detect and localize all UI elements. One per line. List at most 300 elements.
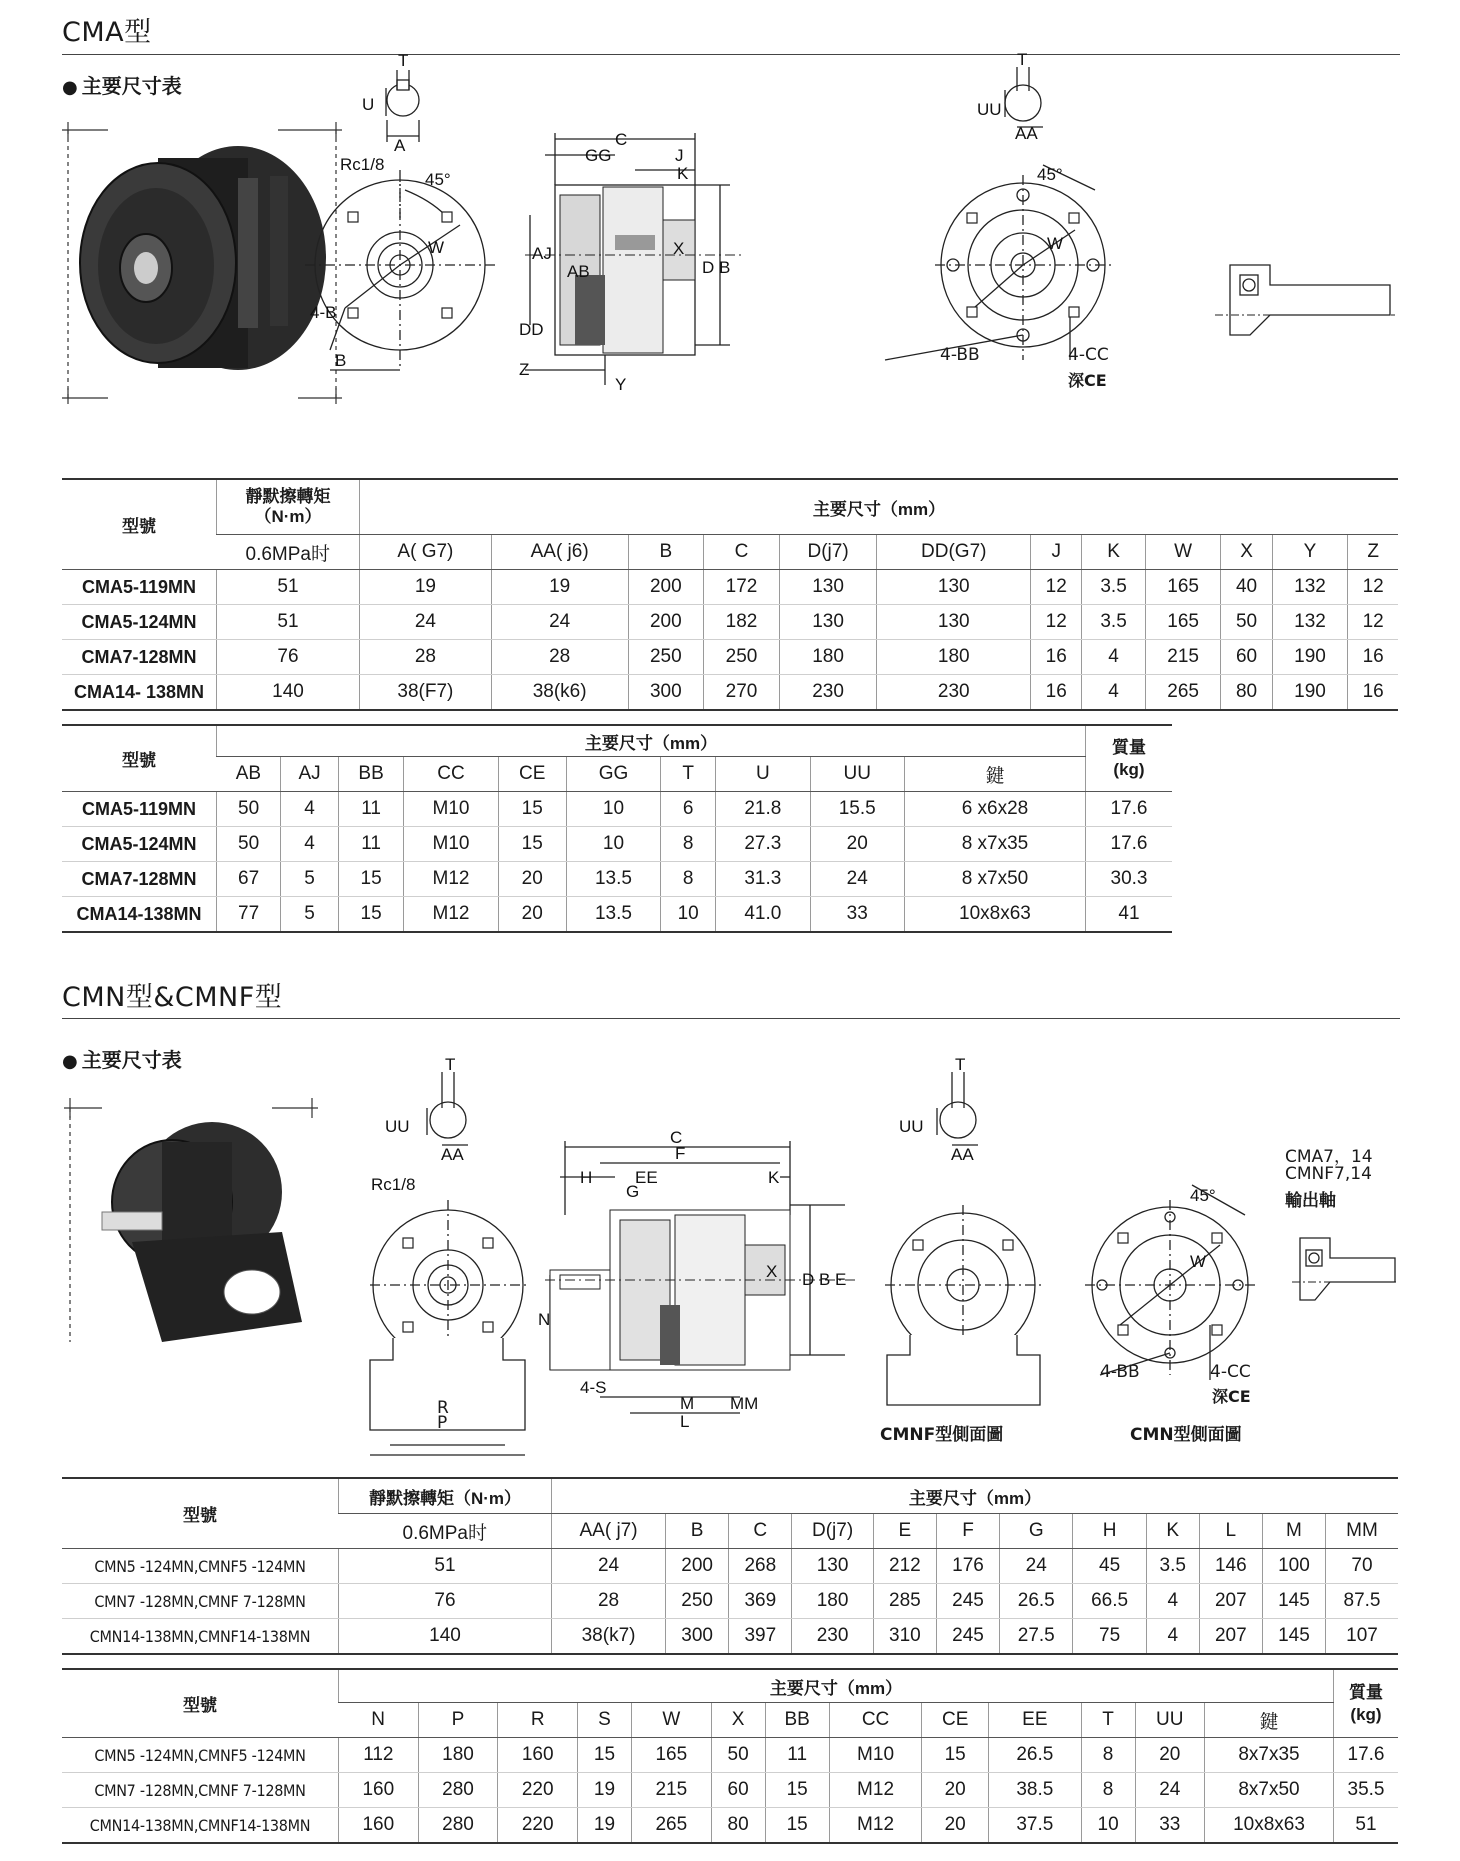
cmn-label-f: F [675, 1144, 686, 1163]
cmn-subtitle [62, 1044, 182, 1073]
t4-cell: M12 [829, 1808, 922, 1844]
bullet-icon: ● [62, 77, 78, 98]
t2-cell: M10 [404, 827, 498, 862]
t1-col: A( G7) [360, 535, 492, 570]
t3-cell: 24 [552, 1549, 666, 1584]
t2-column-header-row [62, 757, 1172, 792]
cmn-label-4s: 4-S [580, 1378, 607, 1397]
t2-cell: 31.3 [716, 862, 810, 897]
t1-cell: 12 [1031, 605, 1082, 640]
t4-cell: 10 [1081, 1808, 1135, 1844]
t2-col: CC [404, 757, 498, 792]
cmn-label-aa: AA [441, 1145, 464, 1164]
cmn-output-shaft-drawing [1290, 1230, 1400, 1310]
t2-col: T [661, 757, 716, 792]
cmn-front-view-drawing [365, 1055, 545, 1400]
t3-cell: 146 [1199, 1549, 1262, 1584]
t2-cell: 4 [281, 792, 339, 827]
t3-cell: 200 [666, 1549, 729, 1584]
cmn-dimension-table-1 [62, 1477, 1398, 1655]
cma-label-dd: DD [519, 320, 544, 339]
t1-col: C [704, 535, 780, 570]
t3-cell: 245 [936, 1619, 999, 1655]
t3-cell: 66.5 [1073, 1584, 1146, 1619]
t1-cell: 130 [779, 605, 877, 640]
t4-col: P [418, 1703, 498, 1738]
t4-cell: 15 [765, 1808, 829, 1844]
t4-cell: 220 [498, 1773, 578, 1808]
t4-model: CMN5 -124MN,CMNF5 -124MN [62, 1738, 339, 1773]
cmnf-label-aa: AA [951, 1145, 974, 1164]
t2-cell: 27.3 [716, 827, 810, 862]
t4-col: 鍵 [1205, 1703, 1334, 1738]
cmn-subtitle-text: 主要尺寸表 [81, 1048, 182, 1072]
t1-cell: 165 [1145, 605, 1221, 640]
cmn-section-view-drawing [538, 1128, 860, 1435]
t1-col: B [628, 535, 704, 570]
t1-cell: 16 [1031, 640, 1082, 675]
t4-cell: 8 [1081, 1738, 1135, 1773]
t3-col: F [936, 1514, 999, 1549]
cmn-side-view-caption: CMN型側面圖 [1130, 1425, 1242, 1445]
t3-cell: 176 [936, 1549, 999, 1584]
t1-col: J [1031, 535, 1082, 570]
cmn-label-g: G [626, 1182, 640, 1201]
t3-h-pressure: 0.6MPa时 [339, 1514, 552, 1549]
t1-col: K [1082, 535, 1145, 570]
t2-cell: 6 x6x28 [904, 792, 1085, 827]
t2-cell: 5 [281, 897, 339, 933]
t2-cell: 10x8x63 [904, 897, 1085, 933]
t1-cell: 230 [877, 675, 1031, 711]
t1-torque: 51 [217, 605, 360, 640]
cma-label-u: U [362, 95, 375, 114]
cmn-dimension-table-2 [62, 1668, 1398, 1844]
t1-cell: 172 [704, 570, 780, 605]
t4-cell: 215 [631, 1773, 711, 1808]
t4-col: EE [989, 1703, 1082, 1738]
cmn-label-t: T [445, 1055, 456, 1074]
cmn-side-label-45: 45° [1190, 1186, 1216, 1205]
t2-cell: 13.5 [566, 862, 660, 897]
t2-model: CMA7-128MN [62, 862, 217, 897]
cma-label-z: Z [519, 360, 530, 379]
t1-cell: 250 [704, 640, 780, 675]
cma-label-aj: AJ [532, 244, 552, 263]
t3-cell: 180 [792, 1584, 873, 1619]
t2-cell: 4 [281, 827, 339, 862]
t3-cell: 369 [729, 1584, 792, 1619]
t2-cell: 50 [217, 792, 281, 827]
cma-shaft-detail-drawing [1210, 255, 1400, 345]
t3-col: K [1146, 1514, 1199, 1549]
t1-cell: 132 [1272, 570, 1348, 605]
cmn-section-title: CMN型&CMNF型 [62, 982, 283, 1013]
t1-cell: 12 [1031, 570, 1082, 605]
t3-h-model: 型號 [62, 1478, 339, 1549]
t2-cell: 15 [498, 827, 566, 862]
t3-h-torque: 靜默擦轉矩（N·m） [339, 1478, 552, 1514]
t2-col: AJ [281, 757, 339, 792]
t3-cell: 4 [1146, 1619, 1199, 1655]
t4-cell: 37.5 [989, 1808, 1082, 1844]
t4-cell: M10 [829, 1738, 922, 1773]
t4-col: S [578, 1703, 632, 1738]
t2-cell: 11 [338, 792, 403, 827]
table-row [62, 570, 1398, 605]
cma-dimension-table-2 [62, 724, 1172, 933]
t4-cell: 33 [1135, 1808, 1204, 1844]
t3-col: AA( j7) [552, 1514, 666, 1549]
cma-front-view-drawing [300, 50, 500, 390]
t1-model: CMA7-128MN [62, 640, 217, 675]
t2-cell: 8 x7x50 [904, 862, 1085, 897]
t1-cell: 130 [779, 570, 877, 605]
t1-h-main: 主要尺寸（mm） [360, 479, 1399, 535]
t4-cell: 265 [631, 1808, 711, 1844]
t1-cell: 180 [877, 640, 1031, 675]
t2-cell: M12 [404, 897, 498, 933]
t4-cell: 160 [339, 1808, 419, 1844]
t4-h-mass [1334, 1669, 1399, 1738]
t1-cell: 180 [779, 640, 877, 675]
t1-col: Z [1348, 535, 1398, 570]
t4-col: UU [1135, 1703, 1204, 1738]
t1-cell: 230 [779, 675, 877, 711]
t4-col: X [711, 1703, 765, 1738]
cma-label-x: X [673, 239, 685, 258]
cmn-label-4bb: 4-BB [1100, 1362, 1140, 1382]
t1-cell: 250 [628, 640, 704, 675]
t3-cell: 397 [729, 1619, 792, 1655]
t2-cell: 20 [498, 862, 566, 897]
t3-col: MM [1326, 1514, 1399, 1549]
cmn-label-l: L [680, 1412, 690, 1431]
t1-cell: 200 [628, 605, 704, 640]
cma-section-title: CMA型 [62, 17, 152, 48]
t2-model: CMA14-138MN [62, 897, 217, 933]
t3-torque: 76 [339, 1584, 552, 1619]
cma-label-4b: 4-B [310, 303, 337, 322]
t1-cell: 3.5 [1082, 605, 1145, 640]
table-row [62, 675, 1398, 711]
t2-cell: 10 [566, 792, 660, 827]
cmn-product-photo [62, 1092, 322, 1352]
t2-cell: 20 [498, 897, 566, 933]
t1-cell: 24 [491, 605, 628, 640]
t2-h-main: 主要尺寸（mm） [217, 725, 1086, 757]
t2-h-mass-label: 質量 [1112, 737, 1146, 757]
cma-subtitle [62, 70, 182, 99]
t1-col: DD(G7) [877, 535, 1031, 570]
t3-model: CMN5 -124MN,CMNF5 -124MN [62, 1549, 339, 1584]
cma-label-aa: AA [1015, 124, 1038, 143]
t2-mass: 30.3 [1086, 862, 1173, 897]
t2-cell: 15 [338, 862, 403, 897]
t1-model: CMA5-119MN [62, 570, 217, 605]
table-row [62, 827, 1172, 862]
cmn-label-c: C [670, 1128, 683, 1147]
t4-mass: 51 [1334, 1808, 1399, 1844]
t2-col: U [716, 757, 810, 792]
t2-cell: 50 [217, 827, 281, 862]
t4-col: CC [829, 1703, 922, 1738]
t4-cell: 180 [418, 1738, 498, 1773]
cma-label-k: K [677, 164, 689, 183]
t1-col: Y [1272, 535, 1348, 570]
t1-cell: 132 [1272, 605, 1348, 640]
cma-label-45: 45° [425, 170, 451, 189]
t1-cell: 215 [1145, 640, 1221, 675]
t4-cell: M12 [829, 1773, 922, 1808]
cma-label-b: B [335, 351, 347, 370]
table-row [62, 1808, 1398, 1844]
t2-cell: 8 [661, 862, 716, 897]
t2-cell: 15.5 [810, 792, 904, 827]
t3-cell: 245 [936, 1584, 999, 1619]
t3-cell: 145 [1262, 1619, 1325, 1655]
t4-cell: 280 [418, 1773, 498, 1808]
cma-label-gg: GG [585, 146, 612, 165]
t1-torque: 140 [217, 675, 360, 711]
t3-cell: 38(k7) [552, 1619, 666, 1655]
t2-cell: 8 [661, 827, 716, 862]
t1-cell: 4 [1082, 640, 1145, 675]
cma-rear-view-drawing [925, 50, 1145, 395]
t2-cell: 24 [810, 862, 904, 897]
t4-cell: 112 [339, 1738, 419, 1773]
t4-cell: 10x8x63 [1205, 1808, 1334, 1844]
cma-label-j: J [675, 146, 684, 165]
t4-mass: 17.6 [1334, 1738, 1399, 1773]
t4-cell: 8 [1081, 1773, 1135, 1808]
t1-cell: 38(F7) [360, 675, 492, 711]
t3-cell: 26.5 [1000, 1584, 1073, 1619]
t1-cell: 38(k6) [491, 675, 628, 711]
t2-cell: 20 [810, 827, 904, 862]
cmn-label-r: R [437, 1398, 449, 1418]
t3-col: D(j7) [792, 1514, 873, 1549]
t2-mass: 17.6 [1086, 792, 1173, 827]
t1-cell: 265 [1145, 675, 1221, 711]
t2-cell: M10 [404, 792, 498, 827]
t1-h-pressure: 0.6MPa时 [217, 535, 360, 570]
t1-cell: 4 [1082, 675, 1145, 711]
t4-cell: 19 [578, 1773, 632, 1808]
t2-col: AB [217, 757, 281, 792]
t1-cell: 16 [1348, 640, 1398, 675]
cma-label-45-2: 45° [1037, 165, 1063, 184]
cma-label-a: A [394, 136, 406, 155]
t2-col: GG [566, 757, 660, 792]
table-row [62, 862, 1172, 897]
t1-cell: 130 [877, 570, 1031, 605]
t2-cell: 11 [338, 827, 403, 862]
cma-label-w: W [428, 238, 445, 257]
t1-h-torque-label: 靜默擦轉矩 [245, 487, 331, 506]
cma-label-t: T [398, 51, 409, 70]
cma-label-t2: T [1017, 50, 1028, 69]
t1-cell: 200 [628, 570, 704, 605]
cma-label-c: C [615, 130, 628, 149]
cmn-label-mm: MM [730, 1394, 759, 1413]
t4-h-main: 主要尺寸（mm） [339, 1669, 1334, 1703]
t4-cell: 160 [339, 1773, 419, 1808]
t1-cell: 12 [1348, 570, 1398, 605]
t3-cell: 230 [792, 1619, 873, 1655]
t3-cell: 207 [1199, 1584, 1262, 1619]
t1-model: CMA5-124MN [62, 605, 217, 640]
t3-h-main: 主要尺寸（mm） [552, 1478, 1399, 1514]
t4-cell: 80 [711, 1808, 765, 1844]
t3-cell: 250 [666, 1584, 729, 1619]
t1-cell: 28 [491, 640, 628, 675]
t1-cell: 190 [1272, 640, 1348, 675]
t3-col: C [729, 1514, 792, 1549]
cmn-label-n: N [538, 1310, 551, 1329]
cmn-label-4cc: 4-CC [1210, 1362, 1251, 1382]
t2-cell: 13.5 [566, 897, 660, 933]
t3-col: H [1073, 1514, 1146, 1549]
t4-cell: 220 [498, 1808, 578, 1844]
t4-col: R [498, 1703, 578, 1738]
table-row [62, 640, 1398, 675]
t3-cell: 130 [792, 1549, 873, 1584]
t1-cell: 19 [491, 570, 628, 605]
t4-cell: 165 [631, 1738, 711, 1773]
t4-col: N [339, 1703, 419, 1738]
t3-col: M [1262, 1514, 1325, 1549]
t1-cell: 300 [628, 675, 704, 711]
t3-cell: 100 [1262, 1549, 1325, 1584]
cma-label-db: D B [702, 258, 731, 277]
t3-cell: 87.5 [1326, 1584, 1399, 1619]
t4-cell: 20 [922, 1808, 989, 1844]
t2-h-model: 型號 [62, 725, 217, 792]
t1-column-header-row [62, 535, 1398, 570]
t3-cell: 310 [873, 1619, 936, 1655]
t1-col: W [1145, 535, 1221, 570]
cmn-label-uu: UU [385, 1117, 410, 1136]
t4-cell: 8x7x50 [1205, 1773, 1334, 1808]
t3-cell: 285 [873, 1584, 936, 1619]
t2-col: 鍵 [904, 757, 1085, 792]
table-row [62, 605, 1398, 640]
t1-cell: 28 [360, 640, 492, 675]
t3-col: E [873, 1514, 936, 1549]
cma-label-ab: AB [567, 262, 590, 281]
t1-cell: 190 [1272, 675, 1348, 711]
t4-col: T [1081, 1703, 1135, 1738]
table-row [62, 1738, 1398, 1773]
cma-label-uu: UU [977, 100, 1002, 119]
cma-subtitle-text: 主要尺寸表 [81, 74, 182, 98]
cmn-label-m: M [680, 1394, 695, 1413]
cma-title-rule [62, 54, 1400, 55]
t4-model: CMN14-138MN,CMNF14-138MN [62, 1808, 339, 1844]
t3-cell: 24 [1000, 1549, 1073, 1584]
cma-section-view-drawing [515, 125, 755, 395]
t1-cell: 12 [1348, 605, 1398, 640]
t1-cell: 19 [360, 570, 492, 605]
t2-mass: 41 [1086, 897, 1173, 933]
t2-cell: 10 [661, 897, 716, 933]
t4-cell: 50 [711, 1738, 765, 1773]
t2-mass: 17.6 [1086, 827, 1173, 862]
t4-cell: 38.5 [989, 1773, 1082, 1808]
t4-cell: 8x7x35 [1205, 1738, 1334, 1773]
table-row [62, 897, 1172, 933]
t2-col: UU [810, 757, 904, 792]
t3-cell: 300 [666, 1619, 729, 1655]
t3-cell: 70 [1326, 1549, 1399, 1584]
t1-cell: 80 [1221, 675, 1272, 711]
t3-col: L [1199, 1514, 1262, 1549]
table-row [62, 792, 1172, 827]
t2-model: CMA5-124MN [62, 827, 217, 862]
t4-mass: 35.5 [1334, 1773, 1399, 1808]
t3-cell: 107 [1326, 1619, 1399, 1655]
t4-h-mass-unit: (kg) [1350, 1704, 1382, 1724]
t3-torque: 140 [339, 1619, 552, 1655]
cma-label-4cc: 4-CC [1068, 345, 1109, 365]
t3-model: CMN14-138MN,CMNF14-138MN [62, 1619, 339, 1655]
cmnf-side-view-drawing [875, 1055, 1050, 1400]
t3-cell: 45 [1073, 1549, 1146, 1584]
t2-cell: 15 [338, 897, 403, 933]
cmn-label-rc: Rc1/8 [371, 1175, 416, 1194]
t2-h-mass-unit: (kg) [1113, 759, 1145, 779]
t4-cell: 20 [1135, 1738, 1204, 1773]
t4-cell: 60 [711, 1773, 765, 1808]
bullet-icon: ● [62, 1051, 78, 1072]
t2-cell: 21.8 [716, 792, 810, 827]
t1-cell: 50 [1221, 605, 1272, 640]
cmn-label-k: K [768, 1168, 780, 1187]
cmn-label-ee: EE [635, 1168, 658, 1187]
t1-cell: 165 [1145, 570, 1221, 605]
t4-cell: 280 [418, 1808, 498, 1844]
cma-label-y: Y [615, 375, 627, 394]
cmn-title-rule [62, 1018, 1400, 1019]
t1-cell: 40 [1221, 570, 1272, 605]
t1-h-torque [217, 479, 360, 535]
t4-col: CE [922, 1703, 989, 1738]
t2-col: BB [338, 757, 403, 792]
t3-cell: 3.5 [1146, 1549, 1199, 1584]
t3-col: G [1000, 1514, 1073, 1549]
t2-cell: 77 [217, 897, 281, 933]
t4-cell: 11 [765, 1738, 829, 1773]
t2-cell: 41.0 [716, 897, 810, 933]
t3-cell: 145 [1262, 1584, 1325, 1619]
t4-h-model: 型號 [62, 1669, 339, 1738]
table-row [62, 1584, 1398, 1619]
cma-label-w2: W [1047, 234, 1064, 253]
t4-model: CMN7 -128MN,CMNF 7-128MN [62, 1773, 339, 1808]
t3-cell: 28 [552, 1584, 666, 1619]
t1-cell: 182 [704, 605, 780, 640]
cma-label-rc: Rc1/8 [340, 155, 385, 174]
t3-cell: 212 [873, 1549, 936, 1584]
table-row [62, 1773, 1398, 1808]
t2-cell: 15 [498, 792, 566, 827]
t2-cell: 10 [566, 827, 660, 862]
t4-col: W [631, 1703, 711, 1738]
cmn-label-deep: 深CE [1212, 1387, 1251, 1406]
cma-dimension-table-1 [62, 478, 1398, 711]
t1-col: D(j7) [779, 535, 877, 570]
